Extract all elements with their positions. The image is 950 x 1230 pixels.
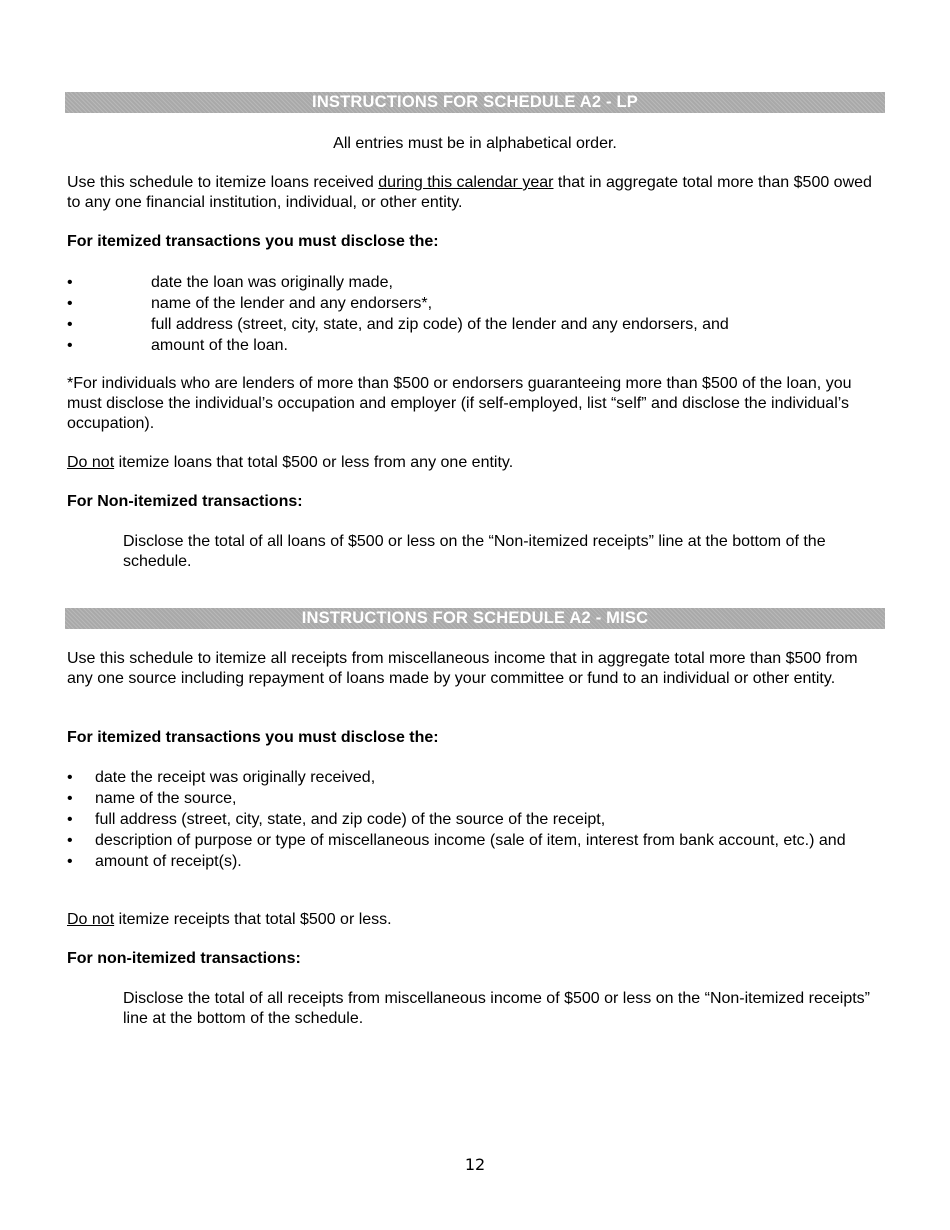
lp-nonitemized-heading: For Non-itemized transactions:: [67, 493, 303, 510]
list-item: • full address (street, city, state, and zip code) of the lender and any endorsers, and: [67, 316, 729, 333]
lp-nonitemized-text: Disclose the total of all loans of $500 or less on the “Non-itemized receipts” line at the bottom of the schedule.: [123, 533, 826, 570]
list-item: • name of the lender and any endorsers*,: [67, 295, 433, 312]
section-heading-lp: INSTRUCTIONS FOR SCHEDULE A2 - LP: [65, 92, 885, 113]
do-not-emphasis: Do not: [67, 454, 115, 471]
lp-itemized-heading: For itemized transactions you must disclose the:: [67, 233, 439, 250]
bullet-icon: •: [67, 337, 73, 354]
list-item: • date the loan was originally made,: [67, 274, 393, 291]
misc-nonitemized-text: Disclose the total of all receipts from miscellaneous income of $500 or less on the “Non-itemized receipts” line at the bottom of the schedule.: [123, 990, 870, 1027]
bullet-icon: •: [67, 316, 73, 333]
lp-intro-post: that in aggregate total more than $500 owed to any one financial institution, individual, or other entity.: [67, 174, 872, 211]
list-item: • amount of receipt(s).: [67, 853, 242, 870]
lp-footnote: *For individuals who are lenders of more than $500 or endorsers guaranteeing more than $500 of the loan, you must disclose the individual’s occupation and employer (if self-employed, list “self” and disclose the individual’s occupation).: [67, 375, 852, 432]
bullet-icon: •: [67, 295, 73, 312]
lp-do-not-note: Do not itemize loans that total $500 or less from any one entity.: [67, 454, 514, 471]
lp-intro-underline: during this calendar year: [378, 174, 554, 191]
list-item: • name of the source,: [67, 790, 237, 807]
page-number: 12: [464, 1155, 486, 1174]
lp-intro-paragraph: [67, 173, 887, 213]
lp-disclosure-list: [67, 272, 887, 356]
bullet-icon: •: [67, 853, 73, 870]
bullet-icon: •: [67, 832, 73, 849]
misc-disclosure-list: [67, 767, 907, 872]
misc-nonitemized-heading: For non-itemized transactions:: [67, 950, 301, 967]
list-item: • full address (street, city, state, and zip code) of the source of the receipt,: [67, 811, 606, 828]
list-item: • description of purpose or type of miscellaneous income (sale of item, interest from bank account, etc.) and: [67, 832, 846, 849]
bullet-icon: •: [67, 769, 73, 786]
misc-intro-paragraph: Use this schedule to itemize all receipts from miscellaneous income that in aggregate total more than $500 from any one source including repayment of loans made by your committee or fund to an individual or other entity.: [67, 650, 858, 687]
bullet-icon: •: [67, 811, 73, 828]
lp-intro-pre: Use this schedule to itemize loans received: [67, 174, 379, 191]
alphabetical-note: All entries must be in alphabetical order.: [333, 135, 617, 152]
do-not-emphasis: Do not: [67, 911, 115, 928]
misc-do-not-note: Do not itemize receipts that total $500 or less.: [67, 911, 392, 928]
bullet-icon: •: [67, 790, 73, 807]
list-item: • date the receipt was originally received,: [67, 769, 376, 786]
misc-itemized-heading: For itemized transactions you must disclose the:: [67, 729, 439, 746]
section-heading-misc: INSTRUCTIONS FOR SCHEDULE A2 - MISC: [65, 608, 885, 629]
list-item: • amount of the loan.: [67, 337, 288, 354]
bullet-icon: •: [67, 274, 73, 291]
